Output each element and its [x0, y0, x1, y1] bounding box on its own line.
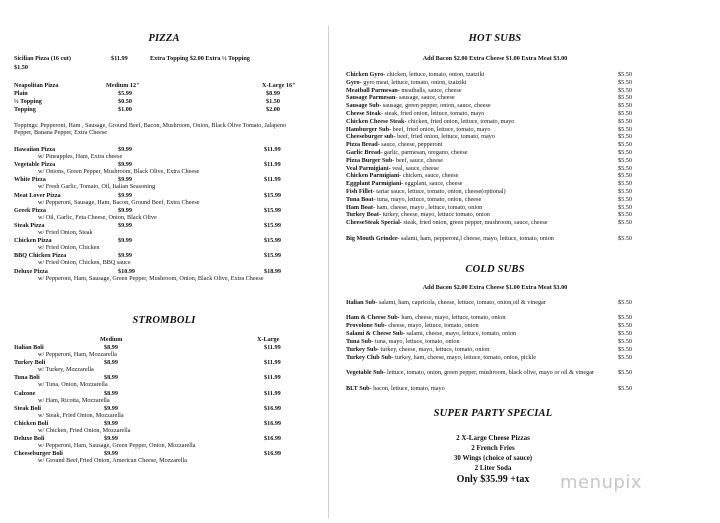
stromboli-item-name: Cheeseburger Boli	[14, 450, 63, 458]
toppings-text: Toppings: Pepperoni, Ham , Sausage, Ground Beef, Bacon, Mushroom, Onion, Black Olive Tomato, Jalapeno Pepper, Banana Pepper, Extra Cheese	[14, 122, 287, 137]
cold-sub-text	[346, 330, 606, 337]
hot-sub-price: $5.50	[618, 164, 632, 172]
pizza-item-medium: $9.99	[118, 252, 132, 260]
pizza-item-medium: $9.99	[118, 191, 132, 199]
neapolitan-label: Neapolitan Pizza	[14, 82, 59, 89]
hot-sub-name: Tuna Boat-	[346, 195, 376, 203]
hot-sub-desc: garlic, parmesan, oregano, cheese	[382, 149, 468, 156]
pizza-item-name: BBQ Chicken Pizza	[14, 252, 67, 260]
cold-sub-desc: tuna, mayo, lettuce, tomato, onion	[373, 338, 460, 346]
pizza-item-xlarge: $15.99	[264, 237, 282, 245]
hot-sub-text	[346, 235, 606, 242]
hot-sub-price: $5.50	[618, 141, 632, 149]
hot-sub-name: Cheese Steak-	[346, 110, 383, 117]
pizza-item-xlarge: $11.99	[264, 161, 281, 169]
cold-sub-price: $5.50	[618, 322, 632, 330]
hot-sub-price: $5.50	[618, 102, 632, 110]
hot-sub-name: Veal Parmigiani-	[346, 164, 391, 172]
cold-sub-name: Salami & Cheese Sub-	[346, 330, 405, 338]
topping-row	[14, 106, 314, 113]
pizza-title: PIZZA	[148, 33, 180, 44]
pizza-item-xlarge: $11.99	[264, 176, 281, 184]
hot-sub-name: Pizza Bread-	[346, 141, 380, 149]
hot-sub-text	[346, 110, 606, 117]
hot-sub-price: $5.50	[618, 180, 632, 188]
stromboli-item-xlarge: $11.99	[264, 344, 281, 351]
stromboli-item-name: Tuna Boli	[14, 374, 40, 382]
hot-sub-text	[346, 188, 606, 195]
stromboli-item-desc: w/ Steak, Fried Onion, Mozzarella	[38, 411, 124, 419]
pizza-item-desc: w/ Fried Onion, Chicken, BBQ sauce	[38, 259, 131, 267]
cold-sub-price: $5.50	[618, 299, 632, 306]
hot-sub-desc: veal, sauce, cheese	[390, 164, 439, 172]
cold-sub-text	[346, 354, 606, 361]
hot-sub-desc: beef, fried onion, lettuce, tomato, mayo	[395, 133, 495, 141]
hot-sub-desc: sauce, cheese, pepperoni	[379, 141, 443, 149]
cold-sub-text	[346, 314, 606, 321]
cold-subs-title: COLD SUBS	[465, 264, 525, 275]
sicilian-name: Sicilian Pizza (16 cut)	[14, 55, 71, 62]
hot-sub-price: $5.50	[618, 71, 632, 78]
pizza-item-name: Greek Pizza	[14, 206, 47, 214]
cold-sub-price: $5.50	[618, 338, 632, 346]
hot-sub-desc: salami, ham, pepperoni,l cheese, mayo, lettuce, tomato, onion	[399, 234, 554, 242]
hot-sub-desc: turkey, cheese, mayo, lettuce tomato, onion	[381, 211, 490, 219]
cold-subs-addon: Add Bacon $2.00 Extra Cheese $1.00 Extra Meat $3.00	[422, 284, 568, 291]
cold-sub-name: BLT Sub-	[346, 384, 372, 392]
hot-sub-name: Pizza Burger Sub-	[346, 156, 395, 164]
hot-sub-desc: sausage, green pepper, onion, sauce, cheese	[381, 102, 491, 110]
hot-sub-text	[346, 71, 606, 78]
stromboli-item-xlarge: $16.99	[264, 450, 282, 458]
hot-sub-text	[346, 172, 606, 179]
cold-sub-price: $5.50	[618, 369, 632, 377]
hot-sub-text	[346, 126, 606, 133]
cold-sub-desc: ham, cheese, mayo, lettuce, tomato, onion	[399, 314, 506, 322]
pizza-item-medium: $9.99	[118, 237, 132, 245]
cold-sub-name: Provolone Sub-	[346, 322, 387, 330]
stromboli-item-name: Chicken Boli	[14, 420, 49, 427]
hot-sub-name: Hamburger Sub-	[346, 125, 392, 133]
party-title: SUPER PARTY SPECIAL	[433, 408, 553, 419]
pizza-item-medium: $9.99	[118, 222, 132, 229]
sicilian-price: $11.99	[111, 55, 128, 62]
stromboli-item-xlarge: $11.99	[264, 389, 281, 397]
hot-sub-desc: eggplant, sauce, cheese	[403, 180, 463, 188]
hot-sub-desc: beef, fried onion, lettuce, tomato, mayo	[391, 125, 491, 133]
hot-sub-price: $5.50	[618, 78, 632, 86]
pizza-item-name: Meat Lover Pizza	[14, 191, 61, 199]
pizza-item-name: White Pizza	[14, 176, 46, 184]
hot-sub-text	[346, 211, 606, 218]
hot-sub-desc: chicken, sauce, cheese	[401, 172, 459, 180]
stromboli-item-desc: w/ Pepperoni, Ham, Mozzarella	[38, 351, 117, 358]
hot-sub-name: Eggplant Parmigiani-	[346, 180, 404, 188]
stromboli-item-xlarge: $11.99	[264, 374, 281, 382]
cold-sub-name: Tuna Sub-	[346, 338, 374, 346]
cold-sub-text	[346, 299, 606, 306]
stromboli-item-medium: $8.99	[104, 344, 118, 351]
cold-sub-desc: turkey, ham, cheese, mayo, lettuce, tomato, onion, pickle	[393, 354, 536, 362]
hot-sub-text	[346, 79, 606, 86]
stromboli-item-medium: $8.99	[104, 359, 118, 367]
hot-sub-price: $5.50	[618, 195, 632, 203]
cold-sub-desc: cheese, mayo, lettuce, tomato, onion	[386, 322, 479, 330]
hot-sub-name: Chicken Cheese Steak-	[346, 117, 407, 125]
hot-sub-desc: gyro meat, lettuce, tomato, onion, tzatziki	[361, 78, 467, 86]
hot-sub-name: Meatball Parmesan-	[346, 86, 400, 94]
hot-sub-desc: tuna, mayo, lettuce, tomato, onion, cheese	[375, 195, 482, 203]
stromboli-item-name: Turkey Boli	[14, 359, 46, 367]
pizza-item-medium: $10.99	[118, 267, 136, 275]
hot-sub-text	[346, 133, 606, 140]
pizza-item-xlarge: $18.99	[264, 267, 282, 275]
plain-xlarge: $8.99	[266, 90, 280, 97]
pizza-item-desc: w/ Oil, Garlic, Feta Cheese, Onion, Black Olive	[38, 213, 157, 221]
hot-sub-text	[346, 196, 606, 203]
topping-label: Topping	[14, 106, 36, 113]
half-xlarge: $1.50	[266, 98, 280, 105]
hot-sub-name: Gyro-	[346, 78, 362, 86]
size-medium: Medium 12"	[106, 82, 140, 89]
hot-sub-name: Garlic Bread-	[346, 149, 383, 156]
cold-sub-name: Turkey Sub-	[346, 346, 379, 354]
hot-sub-name: Sausage Parmesan-	[346, 94, 398, 102]
boli-size-medium: Medium	[100, 336, 123, 343]
hot-sub-desc: beef, sauce, cheese	[394, 156, 443, 164]
hot-sub-name: Fish Fillet-	[346, 188, 375, 195]
hot-sub-desc: chicken, lettuce, tomato, onion, tzatziki	[385, 71, 485, 78]
cold-sub-price: $5.50	[618, 314, 632, 322]
stromboli-item-xlarge: $16.99	[264, 435, 282, 443]
hot-sub-price: $5.50	[618, 211, 632, 219]
pizza-item-desc: w/ Pineapples, Ham, Extra cheese	[38, 153, 123, 160]
hot-sub-name: Cheeseburger sub-	[346, 133, 396, 141]
hot-sub-price: $5.50	[618, 125, 632, 133]
cold-sub-name: Turkey Club Sub-	[346, 354, 394, 362]
hot-sub-desc: tartar sauce, lettuce, tomato, onion, cheese(optional)	[374, 188, 506, 195]
hot-sub-name: Sausage Sub-	[346, 102, 382, 110]
boli-size-xlarge: X-Large	[257, 336, 280, 343]
pizza-item-medium: $9.99	[118, 146, 132, 153]
stromboli-item-desc: w/ Ham, Ricotta, Mozzarella	[38, 396, 110, 404]
stromboli-item-xlarge: $16.99	[264, 404, 282, 412]
hot-sub-text	[346, 157, 606, 164]
cold-sub-text	[346, 338, 606, 345]
cold-sub-desc: salami, ham, capricola, cheese, lettuce, tomato, onion,oil & vinegar	[377, 299, 546, 306]
stromboli-item-medium: $9.99	[104, 404, 118, 412]
column-divider	[328, 26, 329, 518]
neapolitan-header	[14, 82, 314, 89]
cold-sub-desc: salami, cheese, mayo, lettuce, tomato, onion	[404, 330, 517, 338]
cold-sub-price: $5.50	[618, 330, 632, 338]
party-line-4: 2 Liter Soda	[474, 464, 512, 472]
pizza-item-name: Chicken Pizza	[14, 237, 52, 245]
pizza-item-desc: w/ Fried Onion, Steak	[38, 229, 93, 236]
stromboli-item-name: Italian Boli	[14, 344, 44, 351]
cold-sub-text	[346, 346, 606, 353]
hot-sub-text	[346, 204, 606, 211]
cold-sub-text	[346, 385, 606, 392]
hot-subs-addon: Add Bacon $2.00 Extra Cheese $1.00 Extra Meat $3.00	[422, 55, 568, 62]
pizza-item-name: Deluxe Pizza	[14, 267, 48, 275]
stromboli-item-medium: $8.99	[104, 389, 118, 397]
stromboli-item-medium: $9.99	[104, 450, 118, 458]
pizza-item-name: Vegetable Pizza	[14, 161, 56, 169]
cold-sub-price: $5.50	[618, 354, 632, 362]
stromboli-item-desc: w/ Chicken, Fried Onion, Mozzarella	[38, 427, 131, 434]
pizza-item-xlarge: $15.99	[264, 206, 282, 214]
party-line-2: 2 French Fries	[471, 444, 515, 452]
sicilian-extra: Extra Topping $2.00 Extra ½ Topping	[150, 55, 250, 62]
pizza-item-desc: w/ Onions, Green Pepper, Mushroom, Black Olive, Extra Cheese	[38, 168, 200, 176]
hot-sub-price: $5.50	[618, 156, 632, 164]
pizza-item-desc: w/ Pepperoni, Ham, Sausage, Green Pepper, Mushroom, Onion, Black Olive, Extra Cheese	[38, 274, 264, 282]
cold-sub-price: $5.50	[618, 384, 632, 392]
pizza-item-medium: $9.99	[118, 206, 132, 214]
cold-sub-desc: turkey, cheese, mayo, lettuce, tomato, onion	[378, 346, 490, 354]
hot-sub-name: Big Mouth Grinder-	[346, 234, 400, 242]
stromboli-item-desc: w/ Pepperoni, Ham, Sausage, Green Pepper, Onion, Mozzarella	[38, 442, 196, 450]
hot-sub-price: $5.50	[618, 172, 632, 180]
pizza-item-desc: w/ Fresh Garlic, Tomato, Oil, Italian Seasoning	[38, 183, 156, 191]
stromboli-item-medium: $9.99	[104, 435, 118, 443]
hot-sub-text	[346, 141, 606, 148]
topping-xlarge: $2.00	[266, 106, 280, 113]
hot-sub-text	[346, 94, 606, 101]
hot-sub-price: $5.50	[618, 188, 632, 195]
topping-medium: $1.00	[118, 106, 132, 113]
stromboli-item-medium: $9.99	[104, 420, 118, 427]
party-price: Only $35.99 +tax	[456, 474, 530, 485]
hot-sub-price: $5.50	[618, 219, 632, 227]
plain-row	[14, 90, 314, 97]
hot-sub-price: $5.50	[618, 110, 632, 117]
stromboli-item-desc: w/ Tuna, Onion, Mozzarella	[38, 381, 108, 389]
pizza-item-medium: $9.99	[118, 161, 132, 169]
stromboli-item-name: Calzone	[14, 389, 36, 397]
stromboli-title: STROMBOLI	[132, 315, 196, 326]
hot-sub-text	[346, 102, 606, 109]
hot-sub-price: $5.50	[618, 203, 632, 211]
hot-sub-price: $5.50	[618, 149, 632, 156]
cold-sub-desc: lettuce, tomato, onion, green pepper, mushroom, black olive, mayo or oil & vinegar	[385, 369, 595, 377]
pizza-item-desc: w/ Pepperoni, Sausage, Ham, Bacon, Ground Beef, Extra Cheese	[38, 198, 200, 206]
cold-sub-name: Italian Sub-	[346, 299, 378, 306]
sicilian-extra-price: $1.50	[14, 64, 28, 71]
sicilian-row	[14, 55, 314, 71]
hot-sub-text	[346, 219, 606, 226]
hot-sub-text	[346, 149, 606, 156]
hot-sub-desc: steak, fried onion, lettuce, tomato, mayo	[382, 110, 485, 117]
hot-sub-name: Turkey Boat-	[346, 211, 382, 219]
hot-sub-price: $5.50	[618, 133, 632, 141]
half-row	[14, 98, 314, 105]
hot-sub-text	[346, 118, 606, 125]
pizza-item-xlarge: $15.99	[264, 222, 282, 229]
hot-sub-name: Chicken Gyro-	[346, 71, 386, 78]
stromboli-item-medium: $8.99	[104, 374, 118, 382]
hot-sub-text	[346, 87, 606, 94]
pizza-item-xlarge: $11.99	[264, 146, 281, 153]
hot-sub-desc: sausage, sauce, cheese	[397, 94, 455, 102]
half-medium: $0.50	[118, 98, 132, 105]
stromboli-item-name: Steak Boli	[14, 404, 41, 412]
cold-sub-text	[346, 322, 606, 329]
party-line-1: 2 X-Large Cheese Pizzas	[456, 434, 530, 442]
hot-sub-desc: ham, cheese, mayo , lettuce, tomato, onion	[375, 203, 483, 211]
hot-subs-title: HOT SUBS	[468, 33, 522, 44]
menupix-watermark: menupix	[560, 472, 643, 493]
hot-sub-text	[346, 165, 606, 172]
hot-sub-price: $5.50	[618, 234, 632, 242]
pizza-item-xlarge: $15.99	[264, 252, 282, 260]
stromboli-item-desc: w/ Ground Beef,Fried Onion, American Cheese, Mozzarella	[38, 457, 187, 465]
pizza-item-desc: w/ Fried Onion, Chicken	[38, 244, 100, 252]
plain-medium: $5.99	[118, 90, 132, 97]
plain-label: Plain	[14, 90, 28, 97]
stromboli-item-name: Deluxe Boli	[14, 435, 45, 443]
pizza-item-name: Steak Pizza	[14, 222, 45, 229]
party-line-3: 30 Wings (choice of sauce)	[453, 454, 533, 462]
hot-sub-desc: meatballs, sauce, cheese	[399, 86, 462, 94]
cold-sub-text	[346, 369, 606, 376]
hot-sub-text	[346, 180, 606, 187]
size-xlarge: X-Large 16"	[262, 82, 296, 89]
pizza-item-medium: $9.99	[118, 176, 132, 184]
hot-sub-name: Ham Boat-	[346, 203, 376, 211]
cold-sub-price: $5.50	[618, 346, 632, 354]
cold-sub-name: Ham & Cheese Sub-	[346, 314, 400, 322]
stromboli-item-xlarge: $16.99	[264, 420, 282, 427]
hot-sub-name: CheeseSteak Special-	[346, 219, 402, 227]
pizza-item-name: Hawaiian Pizza	[14, 146, 56, 153]
hot-sub-name: Chicken Parmigiani-	[346, 172, 402, 180]
hot-sub-price: $5.50	[618, 86, 632, 94]
hot-sub-desc: steak, fried onion, green pepper, mushroom, sauce, cheese	[401, 219, 548, 227]
hot-sub-price: $5.50	[618, 117, 632, 125]
pizza-item-xlarge: $15.99	[264, 191, 282, 199]
cold-sub-desc: bacon, lettuce, tomato, mayo	[371, 384, 445, 392]
stromboli-item-xlarge: $11.99	[264, 359, 281, 367]
hot-sub-price: $5.50	[618, 94, 632, 102]
hot-sub-desc: chicken, fried onion, lettuce, tomato, mayo	[406, 117, 515, 125]
stromboli-item-desc: w/ Turkey, Mozzarella	[38, 366, 94, 374]
cold-sub-name: Vegetable Sub-	[346, 369, 386, 377]
half-label: ½ Topping	[14, 98, 42, 105]
